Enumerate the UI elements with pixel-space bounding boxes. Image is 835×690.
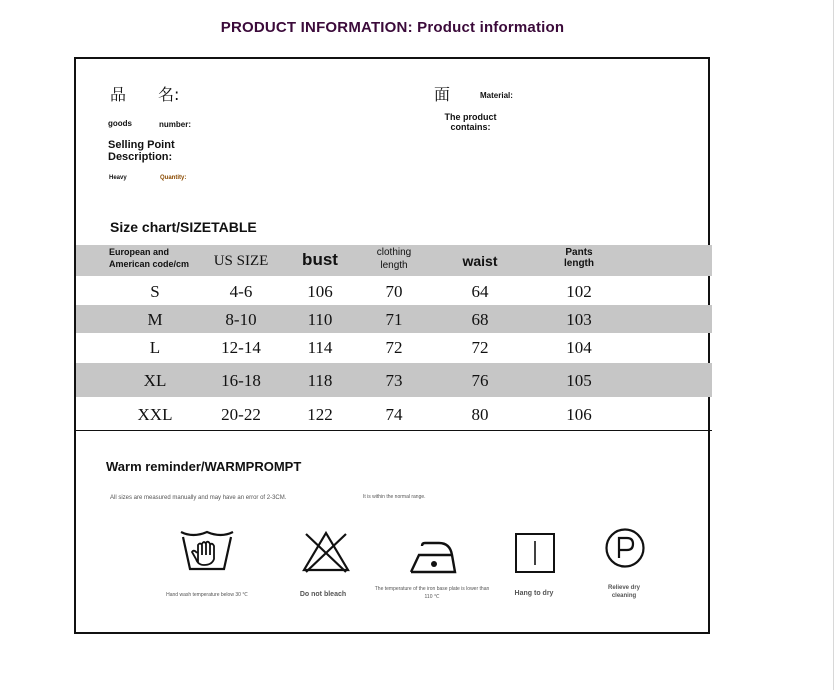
header-pants-length [564,247,594,269]
cell-bust: 122 [307,405,333,424]
selling-line-2: Description: [108,151,173,164]
cell-us: 12-14 [221,338,261,357]
cell-us: 16-18 [221,371,261,390]
header-pants-line-2: length [564,258,594,269]
cell-pants: 103 [566,310,592,329]
header-bust: bust [302,250,338,269]
contains-label [423,113,518,133]
reminder-note-normal: It is within the normal range. [363,494,426,500]
quantity-label: Quantity: [160,175,187,181]
cell-us: 4-6 [229,282,253,301]
header-eu-code [109,247,189,269]
table-row [76,333,712,363]
size-table-header [76,245,712,276]
edge-divider [833,0,834,690]
iron-caption [375,586,490,600]
header-us-size: US SIZE [213,253,269,269]
dry-clean-caption-line-2: cleaning [611,592,637,599]
hang-to-dry-icon [514,532,556,574]
selling-line-1: Selling Point [108,139,175,151]
cell-code: XXL [137,405,173,424]
table-row [76,305,712,333]
header-waist: waist [462,253,498,269]
cell-bust: 106 [307,282,333,301]
heavy-label: Heavy [109,175,127,181]
cell-clothing: 71 [385,310,403,329]
cell-pants: 104 [566,338,592,357]
cell-clothing: 70 [385,282,403,301]
dry-clean-caption-line-1: Relieve dry [607,585,641,591]
header-clothing-length [377,247,411,271]
product-info-card [74,57,710,634]
cell-pants: 105 [566,371,592,390]
cell-code: S [150,282,160,301]
cell-us: 8-10 [225,310,257,329]
cell-bust: 114 [307,338,333,357]
section-divider [76,430,712,431]
cell-waist: 80 [471,405,489,424]
cell-code: L [149,338,161,357]
cell-clothing: 72 [385,338,403,357]
material-label: Material: [480,91,513,100]
cell-pants: 102 [566,282,592,301]
dry-clean-caption [608,585,640,601]
hand-wash-caption: Hand wash temperature below 30 ℃ [166,592,248,598]
reminder-title: Warm reminder/WARMPROMPT [106,459,302,474]
cell-code: XL [143,371,167,390]
table-row [76,397,712,430]
iron-caption-line-2: 110 ℃ [424,594,440,600]
cell-clothing: 73 [385,371,403,390]
reminder-note-error: All sizes are measured manually and may have an error of 2-3CM. [110,495,287,501]
iron-icon [408,535,458,575]
do-not-bleach-icon [300,528,352,574]
goods-label: goods [108,119,132,128]
cell-pants: 106 [566,405,592,424]
cell-bust: 118 [307,371,333,390]
cell-waist: 76 [471,371,489,390]
hang-to-dry-caption: Hang to dry [514,590,554,597]
cell-waist: 64 [471,282,489,301]
number-label: number: [159,120,191,129]
material-cjk-label: 面 [434,85,451,104]
table-row [76,276,712,305]
product-name-label: 品 名: [110,85,180,104]
dry-clean-icon [604,527,646,569]
cell-code: M [147,310,163,329]
cell-waist: 72 [471,338,489,357]
iron-caption-line-1: The temperature of the iron base plate is lower than [374,586,490,592]
page-title: PRODUCT INFORMATION: Product information [220,19,565,36]
cell-clothing: 74 [385,405,403,424]
selling-point-label [108,139,175,163]
contains-line-2: contains: [450,121,491,132]
size-chart-title: Size chart/SIZETABLE [110,219,257,235]
header-clothing-line-1: clothing [376,247,412,258]
header-pants-line-1: Pants [565,247,593,258]
header-eu-line-1: European and [109,247,170,257]
contains-line-1: The product [444,112,497,122]
header-clothing-line-2: length [380,260,408,271]
table-row [76,363,712,397]
cell-us: 20-22 [221,405,261,424]
cell-bust: 110 [307,310,333,329]
do-not-bleach-caption: Do not bleach [299,591,347,598]
header-eu-line-2: American code/cm [109,259,190,269]
hand-wash-icon [179,529,235,575]
cell-waist: 68 [471,310,489,329]
